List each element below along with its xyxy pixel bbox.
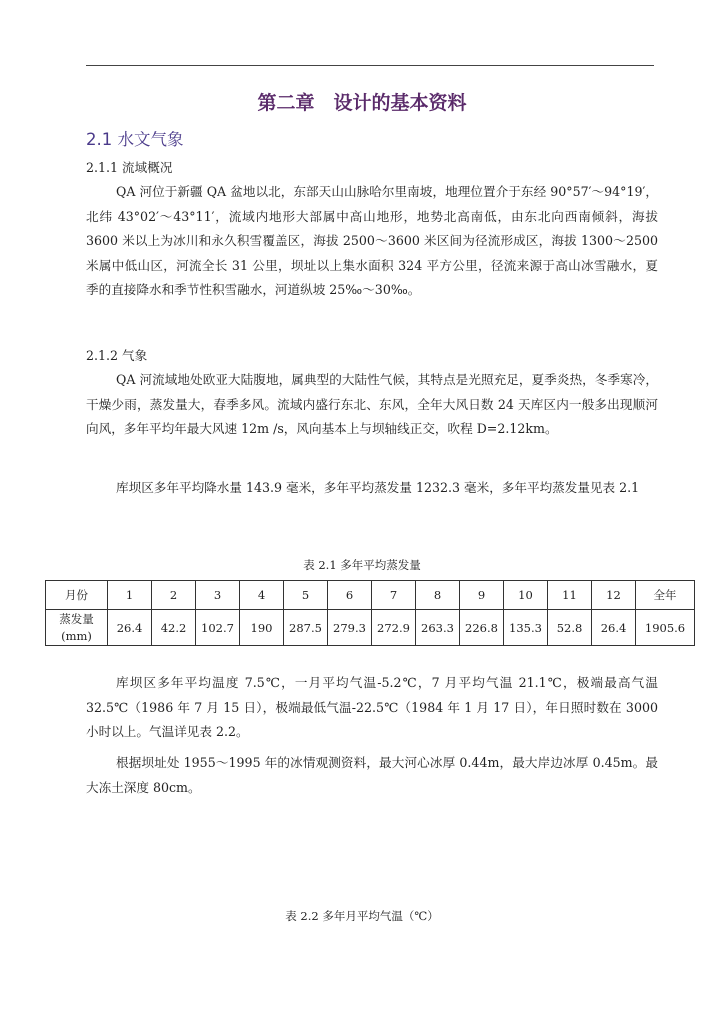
table-2-2-caption: 表 2.2 多年月平均气温（℃）: [285, 909, 439, 923]
evaporation-label: 蒸发量: [59, 611, 94, 626]
table-row: [46, 581, 695, 610]
value-cell: 102.7: [196, 610, 240, 646]
paragraph-precipitation: 库坝区多年平均降水量 143.9 毫米，多年平均蒸发量 1232.3 毫米，多年平均蒸发量见表 2.1: [116, 480, 640, 495]
paragraph-basin-overview: QA 河位于新疆 QA 盆地以北，东部天山山脉哈尔里南坡，地理位置介于东经 90°57′～94°19′，北纬 43°02′～43°11′，流域内地形大部属中高山地形，地势北高南低，由东北向西南倾斜，海拔 3600 米以上为冰川和永久积雪覆盖区，海拔 2500～3600 米区间为径流形成区，海拔 1300～2500 米属中低山区，河流全长 31 公里，坝址以上集水面积 324 平方公里，径流来源于高山冰雪融水，夏季的直接降水和季节性积雪融水，河道纵坡 25‰～30‰。: [86, 184, 658, 297]
value-cell: 287.5: [284, 610, 328, 646]
value-cell: 42.2: [152, 610, 196, 646]
month-cell: 12: [592, 581, 636, 610]
subsection-heading-2-1-1: 2.1.1 流域概况: [86, 160, 173, 175]
header-rule: [86, 65, 654, 66]
value-cell: 263.3: [416, 610, 460, 646]
month-cell-annual: 全年: [636, 581, 695, 610]
value-cell-annual: 1905.6: [636, 610, 695, 646]
value-cell: 190: [240, 610, 284, 646]
subsection-heading-2-1-2: 2.1.2 气象: [86, 348, 148, 363]
value-cell: 52.8: [548, 610, 592, 646]
month-cell: 5: [284, 581, 328, 610]
month-cell: 3: [196, 581, 240, 610]
paragraph-climate: QA 河流域地处欧亚大陆腹地，属典型的大陆性气候，其特点是光照充足，夏季炎热，冬季寒冷，干燥少雨，蒸发量大，春季多风。流域内盛行东北、东风，全年大风日数 24 天库区内一般多出现顺河向风，多年平均年最大风速 12m /s，风向基本上与坝轴线正交，吹程 D=2.12km。: [86, 372, 658, 436]
value-cell: 279.3: [328, 610, 372, 646]
month-cell: 2: [152, 581, 196, 610]
month-cell: 6: [328, 581, 372, 610]
month-cell: 8: [416, 581, 460, 610]
table-2-1-caption: 表 2.1 多年平均蒸发量: [303, 558, 421, 572]
value-cell: 26.4: [108, 610, 152, 646]
paragraph-ice: 根据坝址处 1955～1995 年的冰情观测资料，最大河心冰厚 0.44m，最大岸边冰厚 0.45m。最大冻土深度 80cm。: [86, 755, 658, 795]
row-header-evaporation: [46, 610, 108, 646]
row-header-month: 月份: [46, 581, 108, 610]
month-cell: 4: [240, 581, 284, 610]
value-cell: 26.4: [592, 610, 636, 646]
section-title: 2.1 水文气象: [86, 130, 184, 149]
month-cell: 1: [108, 581, 152, 610]
month-cell: 7: [372, 581, 416, 610]
evaporation-table: [45, 580, 695, 646]
month-cell: 10: [504, 581, 548, 610]
chapter-title: 第二章 设计的基本资料: [257, 92, 467, 114]
month-cell: 9: [460, 581, 504, 610]
month-cell: 11: [548, 581, 592, 610]
value-cell: 226.8: [460, 610, 504, 646]
paragraph-temperature: 库坝区多年平均温度 7.5℃，一月平均气温-5.2℃，7 月平均气温 21.1℃，极端最高气温 32.5℃（1986 年 7 月 15 日），极端最低气温-22.5℃（1984 年 1 月 17 日），年日照时数在 3000 小时以上。气温详见表 2.2。: [86, 675, 658, 739]
table-row: [46, 610, 695, 646]
evaporation-unit: (mm): [61, 628, 92, 643]
value-cell: 272.9: [372, 610, 416, 646]
value-cell: 135.3: [504, 610, 548, 646]
